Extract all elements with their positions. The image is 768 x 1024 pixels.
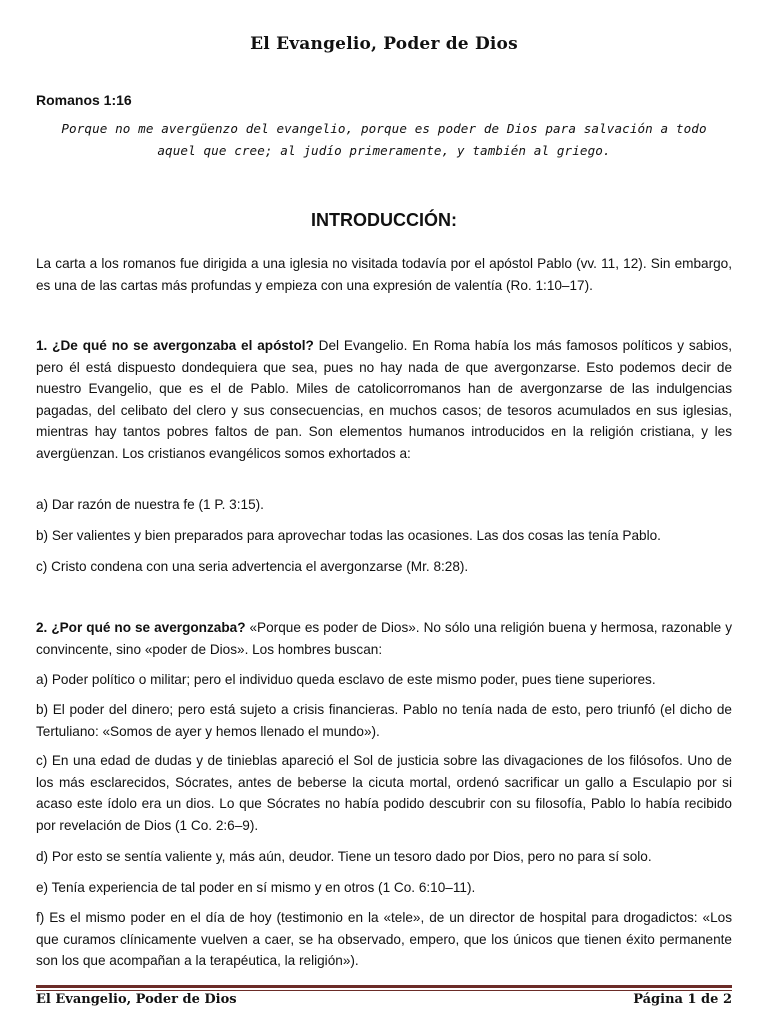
section-2-item-c-block: [36, 750, 732, 836]
list-item: b) El poder del dinero; pero está sujeto a crisis financieras. Pablo no tenía nada de esto, pero triunfó (el dicho de Tertuliano: «Somos de ayer y hemos llenado el mundo»).: [36, 702, 732, 739]
verse-reference: Romanos 1:16: [36, 92, 132, 108]
list-item: c) En una edad de dudas y de tinieblas apareció el Sol de justicia sobre las divagaciones de los filósofos. Uno de los más esclarecidos, Sócrates, antes de beberse la cicuta mortal, ordenó sacrificar un gallo a Esculapio por si acaso este ídolo era un dios. Lo que Sócrates no había podido descubrir con su filosofía, Pablo lo había recibido por revelación de Dios (1 Co. 2:6–9).: [36, 753, 732, 833]
section-1-item-b-block: [36, 525, 732, 547]
introduction-heading: INTRODUCCIÓN:: [311, 210, 457, 230]
list-item: a) Dar razón de nuestra fe (1 P. 3:15).: [36, 497, 264, 512]
section-2-item-a-block: [36, 669, 732, 691]
verse-quote: [40, 118, 728, 162]
footer-divider: [36, 985, 732, 988]
footer-title: El Evangelio, Poder de Dios: [36, 992, 237, 1007]
list-item: b) Ser valientes y bien preparados para aprovechar todas las ocasiones. Las dos cosas las tenía Pablo.: [36, 528, 661, 543]
section-2-item-d-block: [36, 846, 732, 868]
section-2-lead: 2. ¿Por qué no se avergonzaba?: [36, 620, 246, 635]
list-item: d) Por esto se sentía valiente y, más aún, deudor. Tiene un tesoro dado por Dios, pero no para sí solo.: [36, 849, 652, 864]
list-item: f) Es el mismo poder en el día de hoy (testimonio en la «tele», de un director de hospital para drogadictos: «Los que curamos clínicamente vuelven a caer, se ha observado, empero, que los únicos que tienen éxito permanente son los que acompañan a la terapéutica, la religión»).: [36, 910, 732, 968]
footer-divider-thin: [36, 990, 732, 991]
section-2: [36, 617, 732, 660]
section-1-item-a-block: [36, 494, 732, 516]
section-2-item-f-block: [36, 907, 732, 972]
verse-line-1: Porque no me avergüenzo del evangelio, porque es poder de Dios para salvación a todo: [61, 121, 707, 136]
section-1-item-c-block: [36, 556, 732, 578]
section-1-text: Del Evangelio. En Roma había los más famosos políticos y sabios, pero él está dispuesto dondequiera que sea, pues no hay nada de que avergonzarse. Esto podemos decir de nuestro Evangelio, que es el de Pablo. Miles de catolicorromanos han de avergonzarse de las indulgencias pagadas, del celibato del clero y sus consecuencias, en muchos casos; de tesoros acumulados en sus iglesias, mientras hay tantos pobres faltos de pan. Son elementos humanos introducidos en la religión cristiana, y les avergüenzan. Los cristianos evangélicos somos exhortados a:: [36, 338, 732, 461]
list-item: a) Poder político o militar; pero el individuo queda esclavo de este mismo poder, pues tiene superiores.: [36, 672, 656, 687]
section-1-lead: 1. ¿De qué no se avergonzaba el apóstol?: [36, 338, 314, 353]
section-2-item-e-block: [36, 877, 732, 899]
list-item: e) Tenía experiencia de tal poder en sí mismo y en otros (1 Co. 6:10–11).: [36, 880, 476, 895]
section-1: [36, 335, 732, 464]
list-item: c) Cristo condena con una seria advertencia el avergonzarse (Mr. 8:28).: [36, 559, 469, 574]
section-1-paragraph: [36, 335, 732, 464]
page-title: El Evangelio, Poder de Dios: [250, 34, 518, 54]
section-2-paragraph: [36, 617, 732, 660]
intro-paragraph-block: [36, 253, 732, 296]
verse-line-2: aquel que cree; al judío primeramente, y también al griego.: [157, 143, 611, 158]
page-number: Página 1 de 2: [633, 992, 732, 1007]
section-2-item-b-block: [36, 699, 732, 742]
section-2-text: «Porque es poder de Dios». No sólo una religión buena y hermosa, razonable y convincente, sino «poder de Dios». Los hombres buscan:: [36, 620, 732, 657]
intro-paragraph: La carta a los romanos fue dirigida a una iglesia no visitada todavía por el apóstol Pablo (vv. 11, 12). Sin embargo, es una de las cartas más profundas y empieza con una expresión de valentía (Ro. 1:10–17).: [36, 256, 732, 293]
